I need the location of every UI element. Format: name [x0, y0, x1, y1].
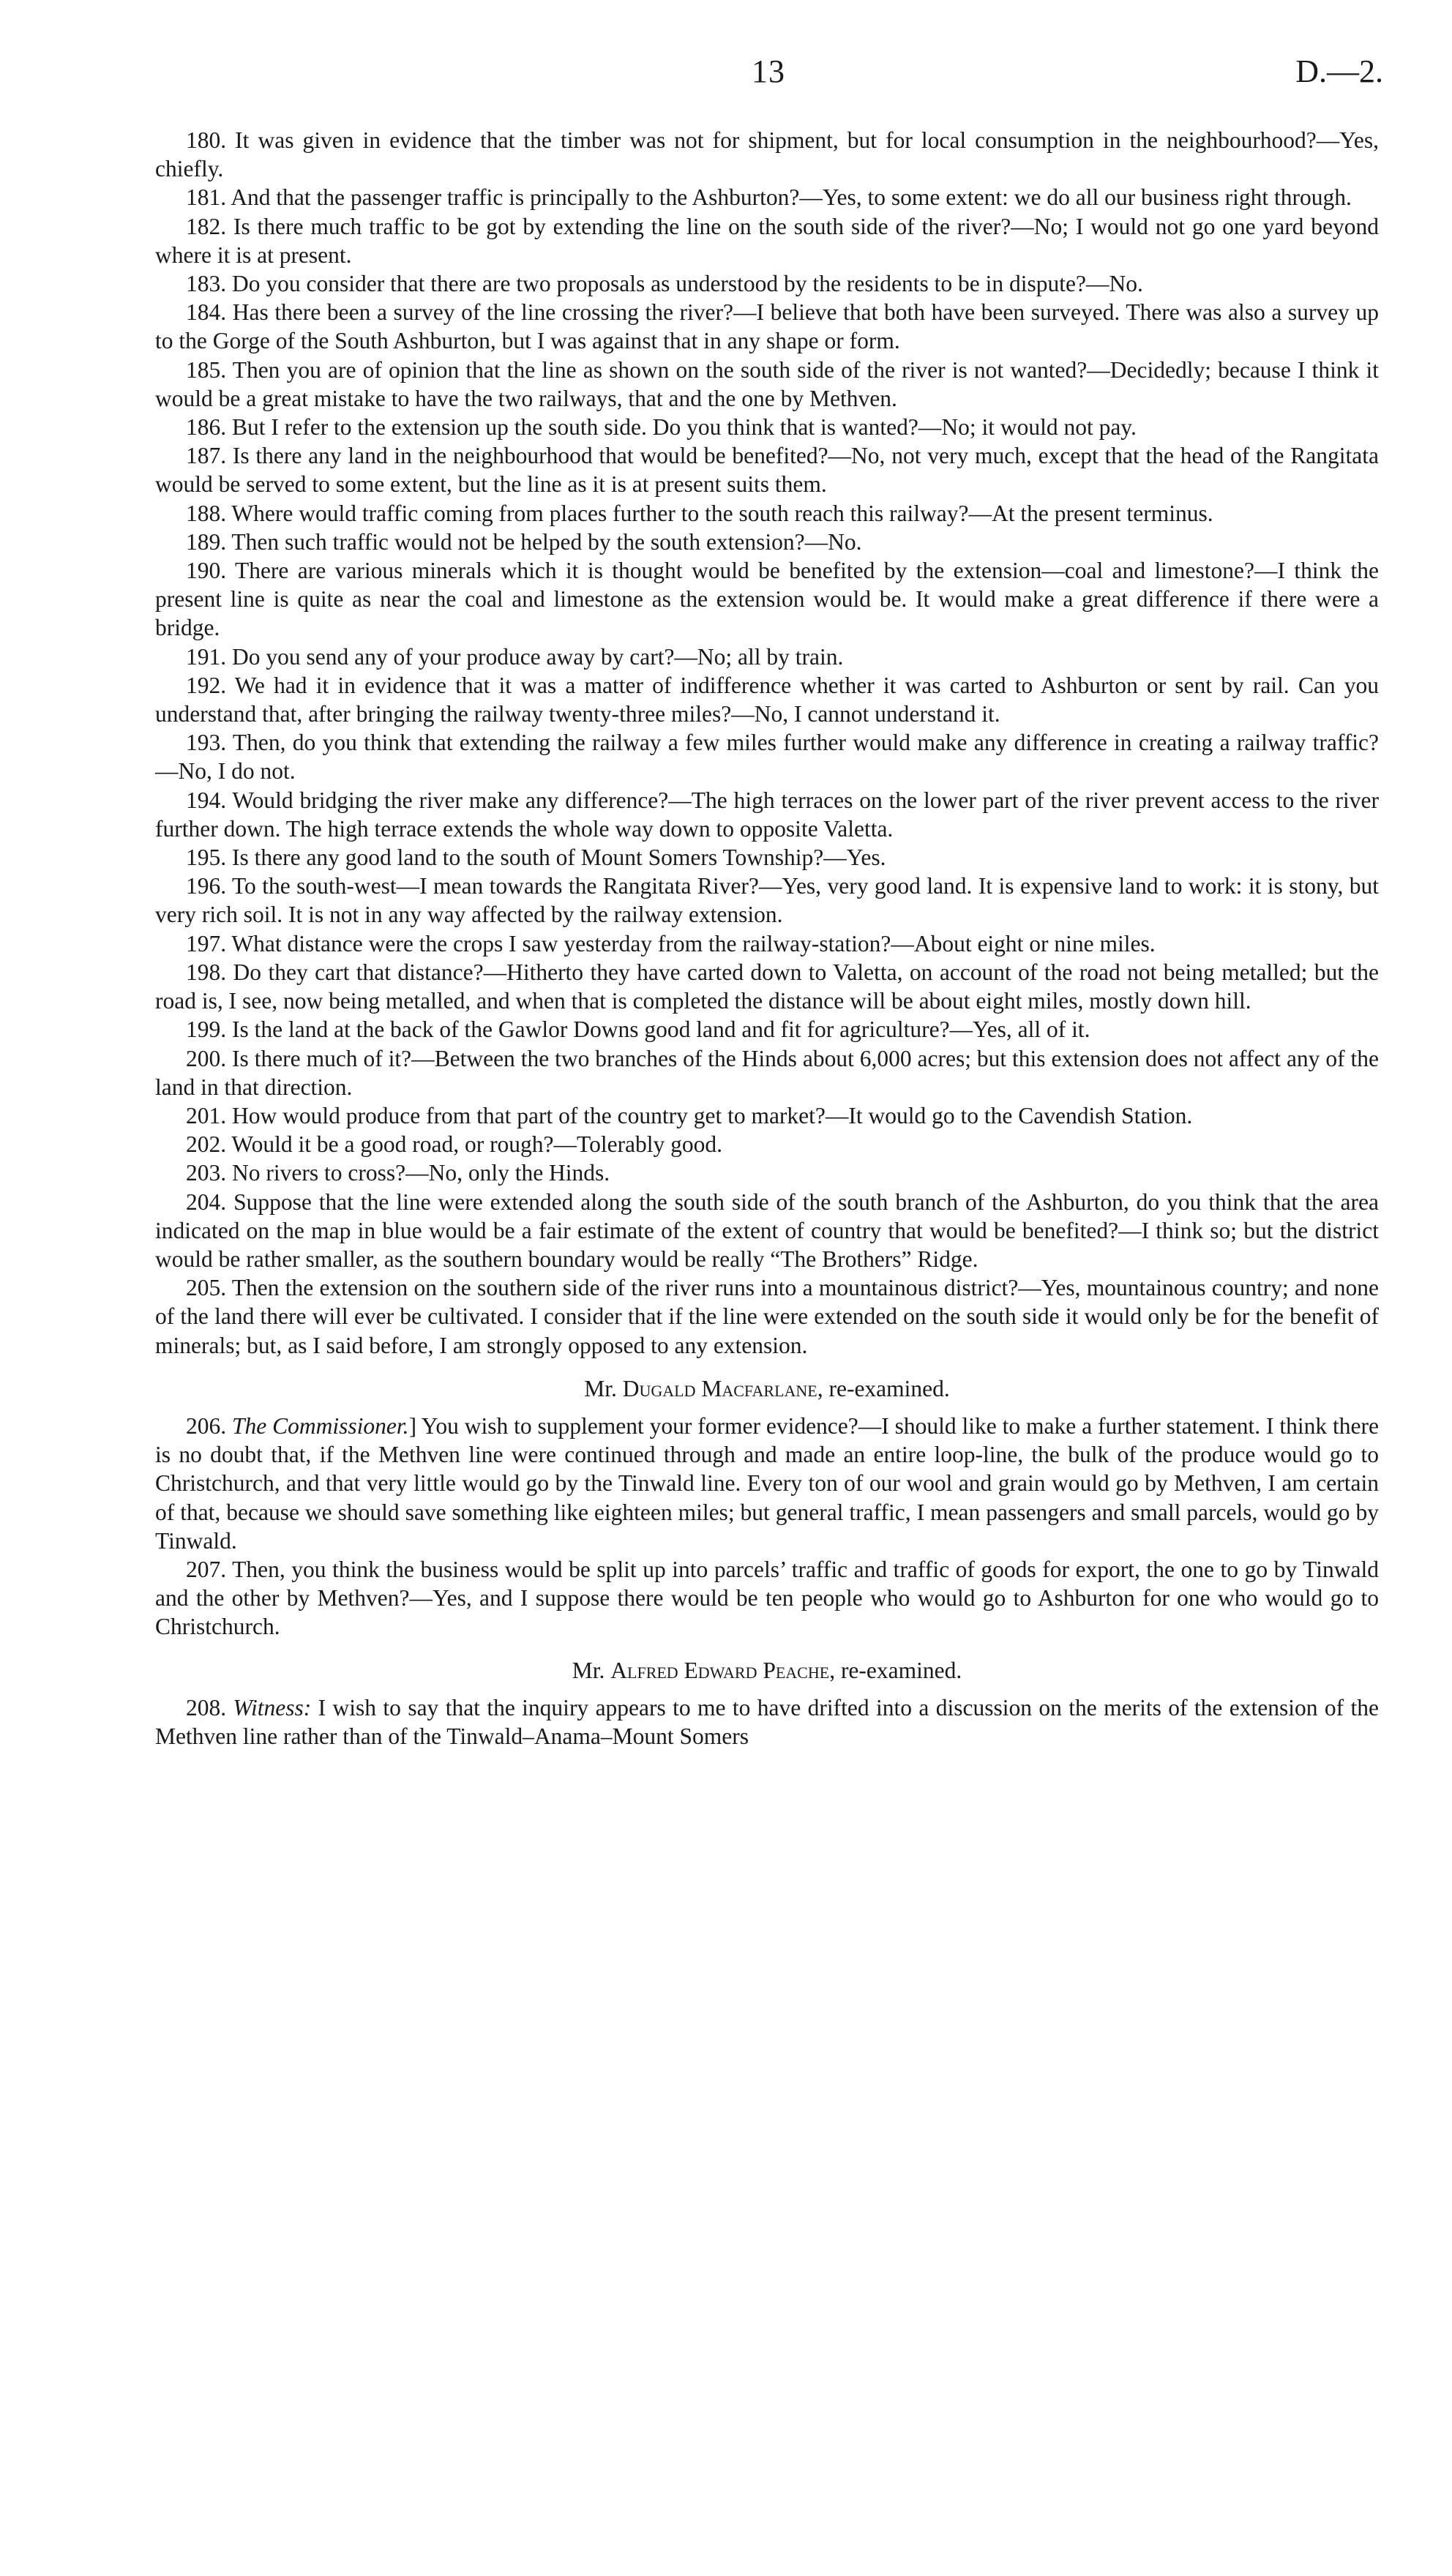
paragraph-197: 197. What distance were the crops I saw yesterday from the railway-station?—About eight or nine miles. [186, 930, 1156, 956]
paragraph-194: 194. Would bridging the river make any difference?—The high terraces on the lower part of the river prevent access to the river further down. The high terrace extends the whole way down to opposite Valetta. [155, 787, 1379, 842]
heading-suffix: , re-examined. [817, 1375, 950, 1401]
page-number: 13 [752, 53, 785, 89]
paragraph-189: 189. Then such traffic would not be helped by the south extension?—No. [186, 528, 862, 555]
paragraph-193: 193. Then, do you think that extending the railway a few miles further would make any difference in creating a railway traffic?—No, I do not. [155, 730, 1379, 785]
paragraph-205: 205. Then the extension on the southern side of the river runs into a mountainous district?—Yes, mountainous country; and none of the land there will ever be cultivated. I consider that if the line were extended on the south side it would only be for the benefit of minerals; but, as I said before, I am strongly opposed to any extension. [155, 1275, 1379, 1358]
paragraph-200: 200. Is there much of it?—Between the two branches of the Hinds about 6,000 acres; but this extension does not affect any of the land in that direction. [155, 1045, 1379, 1100]
speaker-label: The Commissioner. [232, 1412, 409, 1439]
paragraph-180: 180. It was given in evidence that the timber was not for shipment, but for local consumption in the neighbourhood?—Yes, chiefly. [155, 127, 1379, 182]
paragraph-184: 184. Has there been a survey of the line crossing the river?—I believe that both have been surveyed. There was also a survey up to the Gorge of the South Ashburton, but I was against that in any shape or form. [155, 299, 1379, 354]
document-reference: D.—2. [1295, 53, 1383, 89]
witness-heading-peache [155, 1656, 1379, 1685]
paragraph-187: 187. Is there any land in the neighbourhood that would be benefited?—No, not very much, except that the head of the Rangitata would be served to some extent, but the line as it is at present suits them. [155, 443, 1379, 498]
paragraph-202: 202. Would it be a good road, or rough?—Tolerably good. [186, 1131, 723, 1158]
paragraph-183: 183. Do you consider that there are two proposals as understood by the residents to be in dispute?—No. [186, 271, 1143, 297]
paragraph-190: 190. There are various minerals which it is thought would be benefited by the extension—coal and limestone?—I think the present line is quite as near the coal and limestone as the extension would be. It would make a great difference if there were a bridge. [155, 558, 1379, 641]
witness-name: Dugald Macfarlane [622, 1375, 817, 1401]
paragraph-196: 196. To the south-west—I mean towards the Rangitata River?—Yes, very good land. It is expensive land to work: it is stony, but very rich soil. It is not in any way affected by the railway extension. [155, 873, 1379, 928]
paragraph-206 [155, 1412, 1379, 1555]
paragraph-204: 204. Suppose that the line were extended along the south side of the south branch of the Ashburton, do you think that the area indicated on the map in blue would be a fair estimate of the extent of country that would be benefited?—I think so; but the district would be rather smaller, as the southern boundary would be really “The Brothers” Ridge. [155, 1188, 1379, 1272]
speaker-label: Witness: [233, 1694, 312, 1721]
witness-heading-macfarlane [155, 1374, 1379, 1403]
body-text [155, 126, 1379, 1751]
paragraph-181: 181. And that the passenger traffic is principally to the Ashburton?—Yes, to some extent: we do all our business right through. [186, 184, 1352, 211]
witness-name: Alfred Edward Peache [610, 1657, 830, 1683]
evidence-block-1 [155, 126, 1379, 1360]
paragraph-198: 198. Do they cart that distance?—Hitherto they have carted down to Valetta, on account of the road not being metalled; but the road is, I see, now being metalled, and when that is completed the distance will be about eight miles, mostly down hill. [155, 959, 1379, 1014]
paragraph-182: 182. Is there much traffic to be got by extending the line on the south side of the river?—No; I would not go one yard beyond where it is at present. [155, 213, 1379, 268]
paragraph-number: 206. [186, 1412, 233, 1439]
heading-suffix: , re-examined. [829, 1657, 962, 1683]
evidence-block-2 [155, 1412, 1379, 1641]
evidence-block-3 [155, 1693, 1379, 1751]
paragraph-text: I wish to say that the inquiry appears to me to have drifted into a discussion on the merits of the extension of the Methven line rather than of the Tinwald–Anama–Mount Somers [155, 1694, 1380, 1749]
paragraph-201: 201. How would produce from that part of the country get to market?—It would go to the Cavendish Station. [186, 1102, 1193, 1128]
paragraph-188: 188. Where would traffic coming from places further to the south reach this railway?—At the present terminus. [186, 500, 1213, 526]
paragraph-text: ] You wish to supplement your former evidence?—I should like to make a further statement. I think there is no doubt that, if the Methven line were continued through and made an entire loop-line, the bulk of the produce would go to Christchurch, and that very little would go by the Tinwald line. Every ton of our wool and grain would go by Methven, I am certain of that, because we should save something like eighteen miles; but general traffic, I mean passengers and small parcels, would go by Tinwald. [155, 1412, 1380, 1554]
paragraph-191: 191. Do you send any of your produce away by cart?—No; all by train. [186, 643, 844, 670]
paragraph-208 [155, 1693, 1379, 1751]
paragraph-185: 185. Then you are of opinion that the line as shown on the south side of the river is not wanted?—Decidedly; because I think it would be a great mistake to have the two railways, that and the one by Methven. [155, 356, 1379, 411]
paragraph-203: 203. No rivers to cross?—No, only the Hinds. [186, 1160, 610, 1186]
paragraph-195: 195. Is there any good land to the south of Mount Somers Township?—Yes. [186, 845, 886, 871]
paragraph-186: 186. But I refer to the extension up the south side. Do you think that is wanted?—No; it would not pay. [186, 414, 1137, 441]
paragraph-192: 192. We had it in evidence that it was a matter of indifference whether it was carted to Ashburton or sent by rail. Can you understand that, after bringing the railway twenty-three miles?—No, I cannot understand it. [155, 672, 1379, 727]
paragraph-207: 207. Then, you think the business would be split up into parcels’ traffic and traffic of goods for export, the one to go by Tinwald and the other by Methven?—Yes, and I suppose there would be ten people who would go to Ashburton for one who would go to Christchurch. [155, 1556, 1379, 1640]
paragraph-number: 208. [186, 1694, 233, 1721]
page-header [154, 53, 1383, 97]
heading-prefix: Mr. [584, 1375, 623, 1401]
heading-prefix: Mr. [572, 1657, 611, 1683]
paragraph-199: 199. Is the land at the back of the Gawlor Downs good land and fit for agriculture?—Yes, all of it. [186, 1016, 1090, 1043]
